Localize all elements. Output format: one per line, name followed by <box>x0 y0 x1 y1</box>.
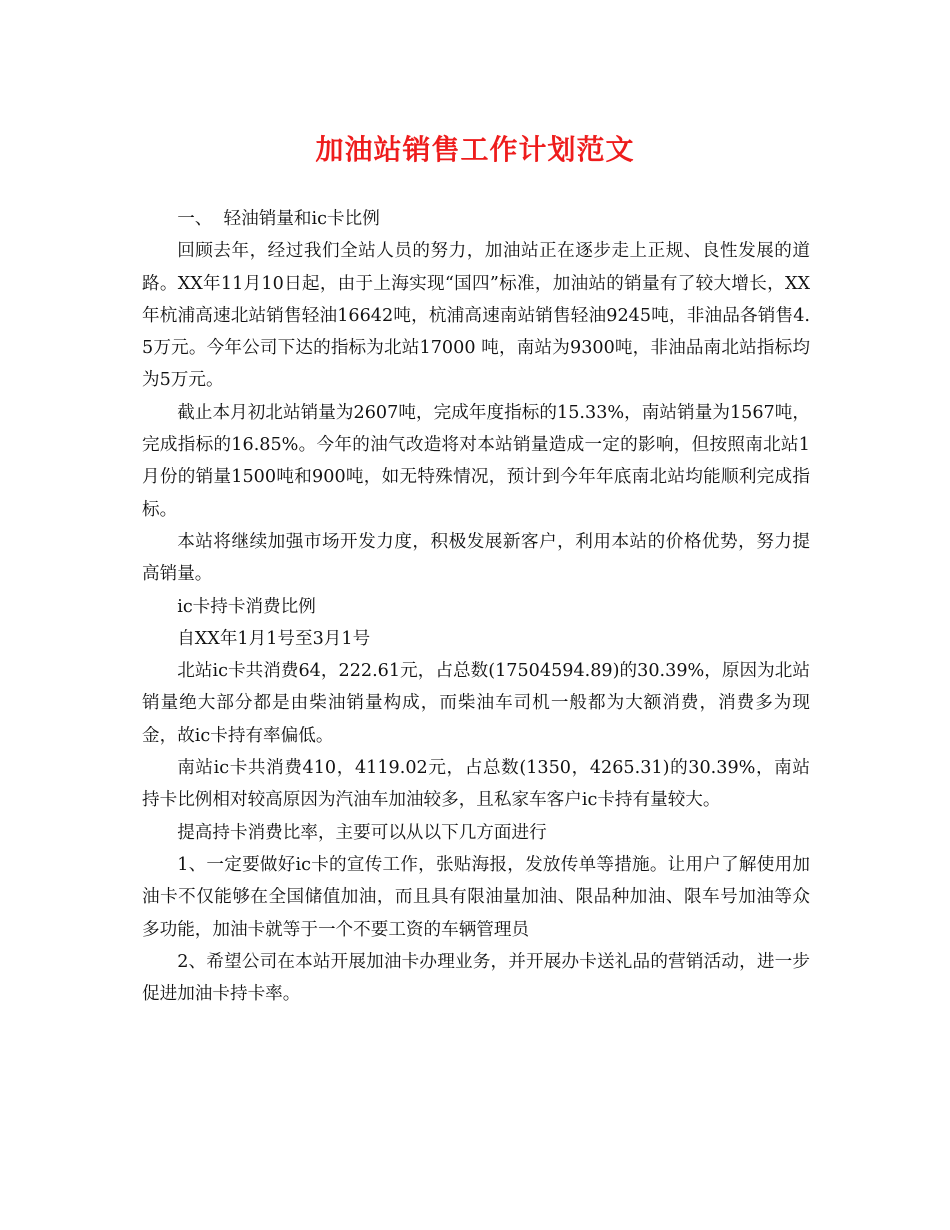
paragraph-south-station-ic: 南站ic卡共消费410，4119.02元，占总数(1350，4265.31)的30.39%，南站持卡比例相对较高原因为汽油车加油较多，且私家车客户ic卡持有量较大。 <box>142 758 810 811</box>
paragraph-market-development: 本站将继续加强市场开发力度，积极发展新客户，利用本站的价格优势，努力提高销量。 <box>142 531 810 585</box>
document-title: 加油站销售工作计划范文 <box>315 133 635 166</box>
paragraph-measure-1: 1、一定要做好ic卡的宣传工作，张贴海报，发放传单等措施。让用户了解使用加油卡不仅能够在全国储值加油，而且具有限油量加油、限品种加油、限车号加油等众多功能，加油卡就等于一个不要工资的车辆管理员 <box>142 854 810 940</box>
subheading-ic-card-ratio: ic卡持卡消费比例 <box>177 596 316 617</box>
paragraph-measure-2: 2、希望公司在本站开展加油卡办理业务，并开展办卡送礼品的营销活动，进一步促进加油卡持卡率。 <box>142 951 810 1005</box>
section-heading-light-oil-ic-card: 一、 轻油销量和ic卡比例 <box>177 209 380 229</box>
paragraph-improve-ratio: 提高持卡消费比率，主要可以从以下几方面进行 <box>177 822 547 843</box>
paragraph-date-range: 自XX年1月1号至3月1号 <box>177 628 371 649</box>
paragraph-review-last-year: 回顾去年，经过我们全站人员的努力，加油站正在逐步走上正规、良性发展的道路。XX年11月10日起，由于上海实现“国四”标准，加油站的销量有了较大增长，XX年杭浦高速北站销售轻油16642吨，杭浦高速南站销售轻油9245吨，非油品各销售4.5万元。今年公司下达的指标为北站17000 吨，南站为9300吨，非油品南北站指标均为5万元。 <box>142 241 810 391</box>
paragraph-current-sales: 截止本月初北站销量为2607吨，完成年度指标的15.33%，南站销量为1567吨，完成指标的16.85%。今年的油气改造将对本站销量造成一定的影响，但按照南北站1月份的销量1500吨和900吨，如无特殊情况，预计到今年年底南北站均能顺利完成指标。 <box>142 402 810 520</box>
document-body <box>142 203 810 1010</box>
paragraph-north-station-ic: 北站ic卡共消费64，222.61元，占总数(17504594.89)的30.39%，原因为北站销量绝大部分都是由柴油销量构成，而柴油车司机一般都为大额消费，消费多为现金，故ic卡持有率偏低。 <box>142 661 810 746</box>
